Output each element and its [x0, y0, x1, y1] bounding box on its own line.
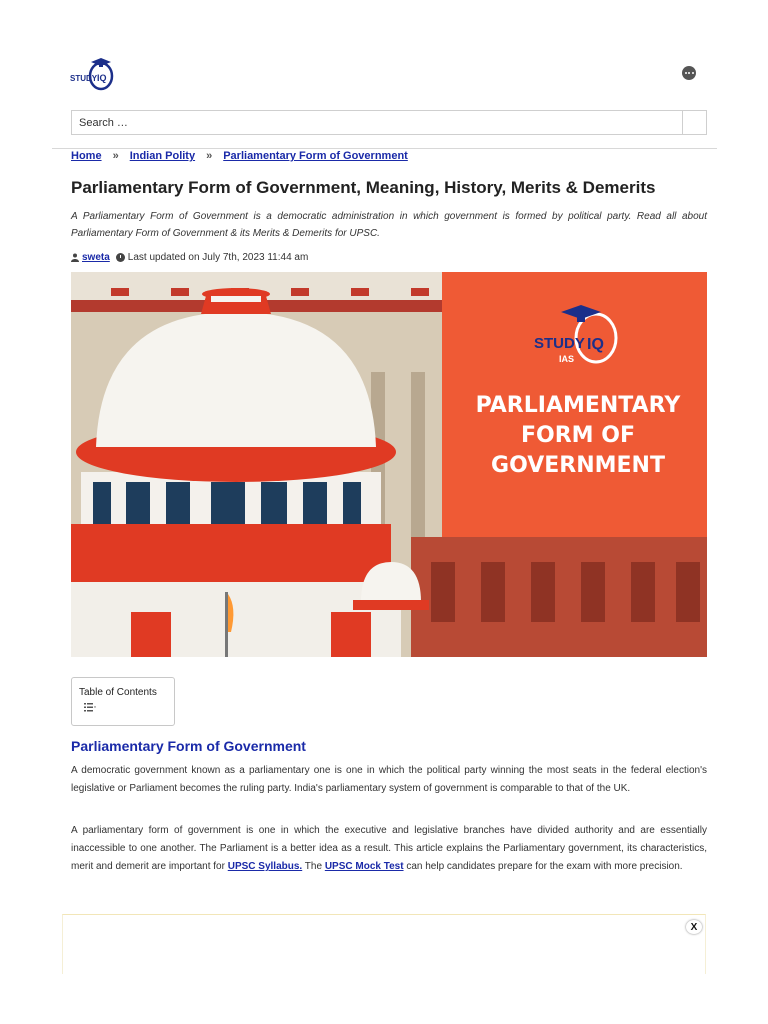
breadcrumb-separator: »	[112, 150, 119, 162]
brand-ias-text: IAS	[559, 354, 575, 364]
paragraph-2-text-start: A parliamentary form of government is one in which the executive and legislative branches have divided authority and are essentially inaccessible to one another. The Parliament is a better idea as a result. This article explains the Parliamentary government, its characteristics, merit and demerit are important for	[71, 825, 707, 872]
clock-icon	[116, 253, 125, 262]
author-icon	[71, 253, 79, 262]
page-title: Parliamentary Form of Government, Meaning, History, Merits & Demerits	[71, 178, 656, 197]
updated-date: Last updated on July 7th, 2023 11:44 am	[127, 252, 309, 263]
breadcrumb-separator: »	[206, 150, 213, 162]
toc-title: Table of Contents	[79, 687, 157, 698]
logo-text-iq: IQ	[97, 73, 107, 83]
more-dots-icon[interactable]	[682, 66, 696, 80]
table-of-contents	[71, 677, 175, 726]
breadcrumb-home[interactable]: Home	[71, 150, 102, 162]
section-heading: Parliamentary Form of Government	[71, 738, 306, 754]
upsc-mock-test-link[interactable]: UPSC Mock Test	[324, 861, 404, 872]
paragraph-2-text-end: can help candidates prepare for the exam with more precision.	[403, 861, 683, 872]
header-divider	[52, 148, 717, 149]
list-toggle-icon[interactable]	[84, 703, 167, 712]
brand-study-text: STUDY	[534, 335, 585, 352]
headline-line-1: PARLIAMENTARY	[475, 393, 681, 418]
search-button[interactable]	[682, 111, 706, 134]
parliament-illustration	[71, 272, 707, 657]
headline-line-3: GOVERNMENT	[491, 453, 665, 478]
paragraph-1: A democratic government known as a parliamentary one is one in which the political party winning the most seats in the federal election's legislative or Parliament becomes the ruling party. India's parliamentary system of government is comparable to that of the UK.	[71, 765, 707, 794]
ad-banner[interactable]	[62, 914, 706, 974]
article-excerpt: A Parliamentary Form of Government is a democratic administration in which government is formed by political party. Read all about Parliamentary Form of Government & its Merits & Demerits for UPSC.	[71, 211, 707, 239]
site-header	[0, 0, 768, 100]
paragraph-2-text-mid: The	[302, 861, 325, 872]
breadcrumb-indian-polity[interactable]: Indian Polity	[129, 150, 196, 162]
headline-line-2: FORM OF	[521, 423, 635, 448]
studyiq-logo[interactable]	[70, 55, 116, 95]
breadcrumb-current[interactable]: Parliamentary Form of Government	[223, 150, 408, 162]
brand-iq-text: IQ	[587, 336, 604, 353]
paragraph-2	[71, 822, 707, 876]
author-link[interactable]: sweta	[82, 252, 110, 263]
ad-close-button[interactable]: X	[686, 920, 702, 934]
featured-image	[71, 272, 707, 657]
breadcrumb	[71, 150, 408, 162]
search-bar	[71, 110, 707, 135]
upsc-syllabus-link[interactable]: UPSC Syllabus.	[227, 861, 303, 872]
article-meta	[71, 252, 308, 263]
logo-text-study: STUDY	[70, 74, 98, 83]
search-input[interactable]	[72, 111, 682, 134]
